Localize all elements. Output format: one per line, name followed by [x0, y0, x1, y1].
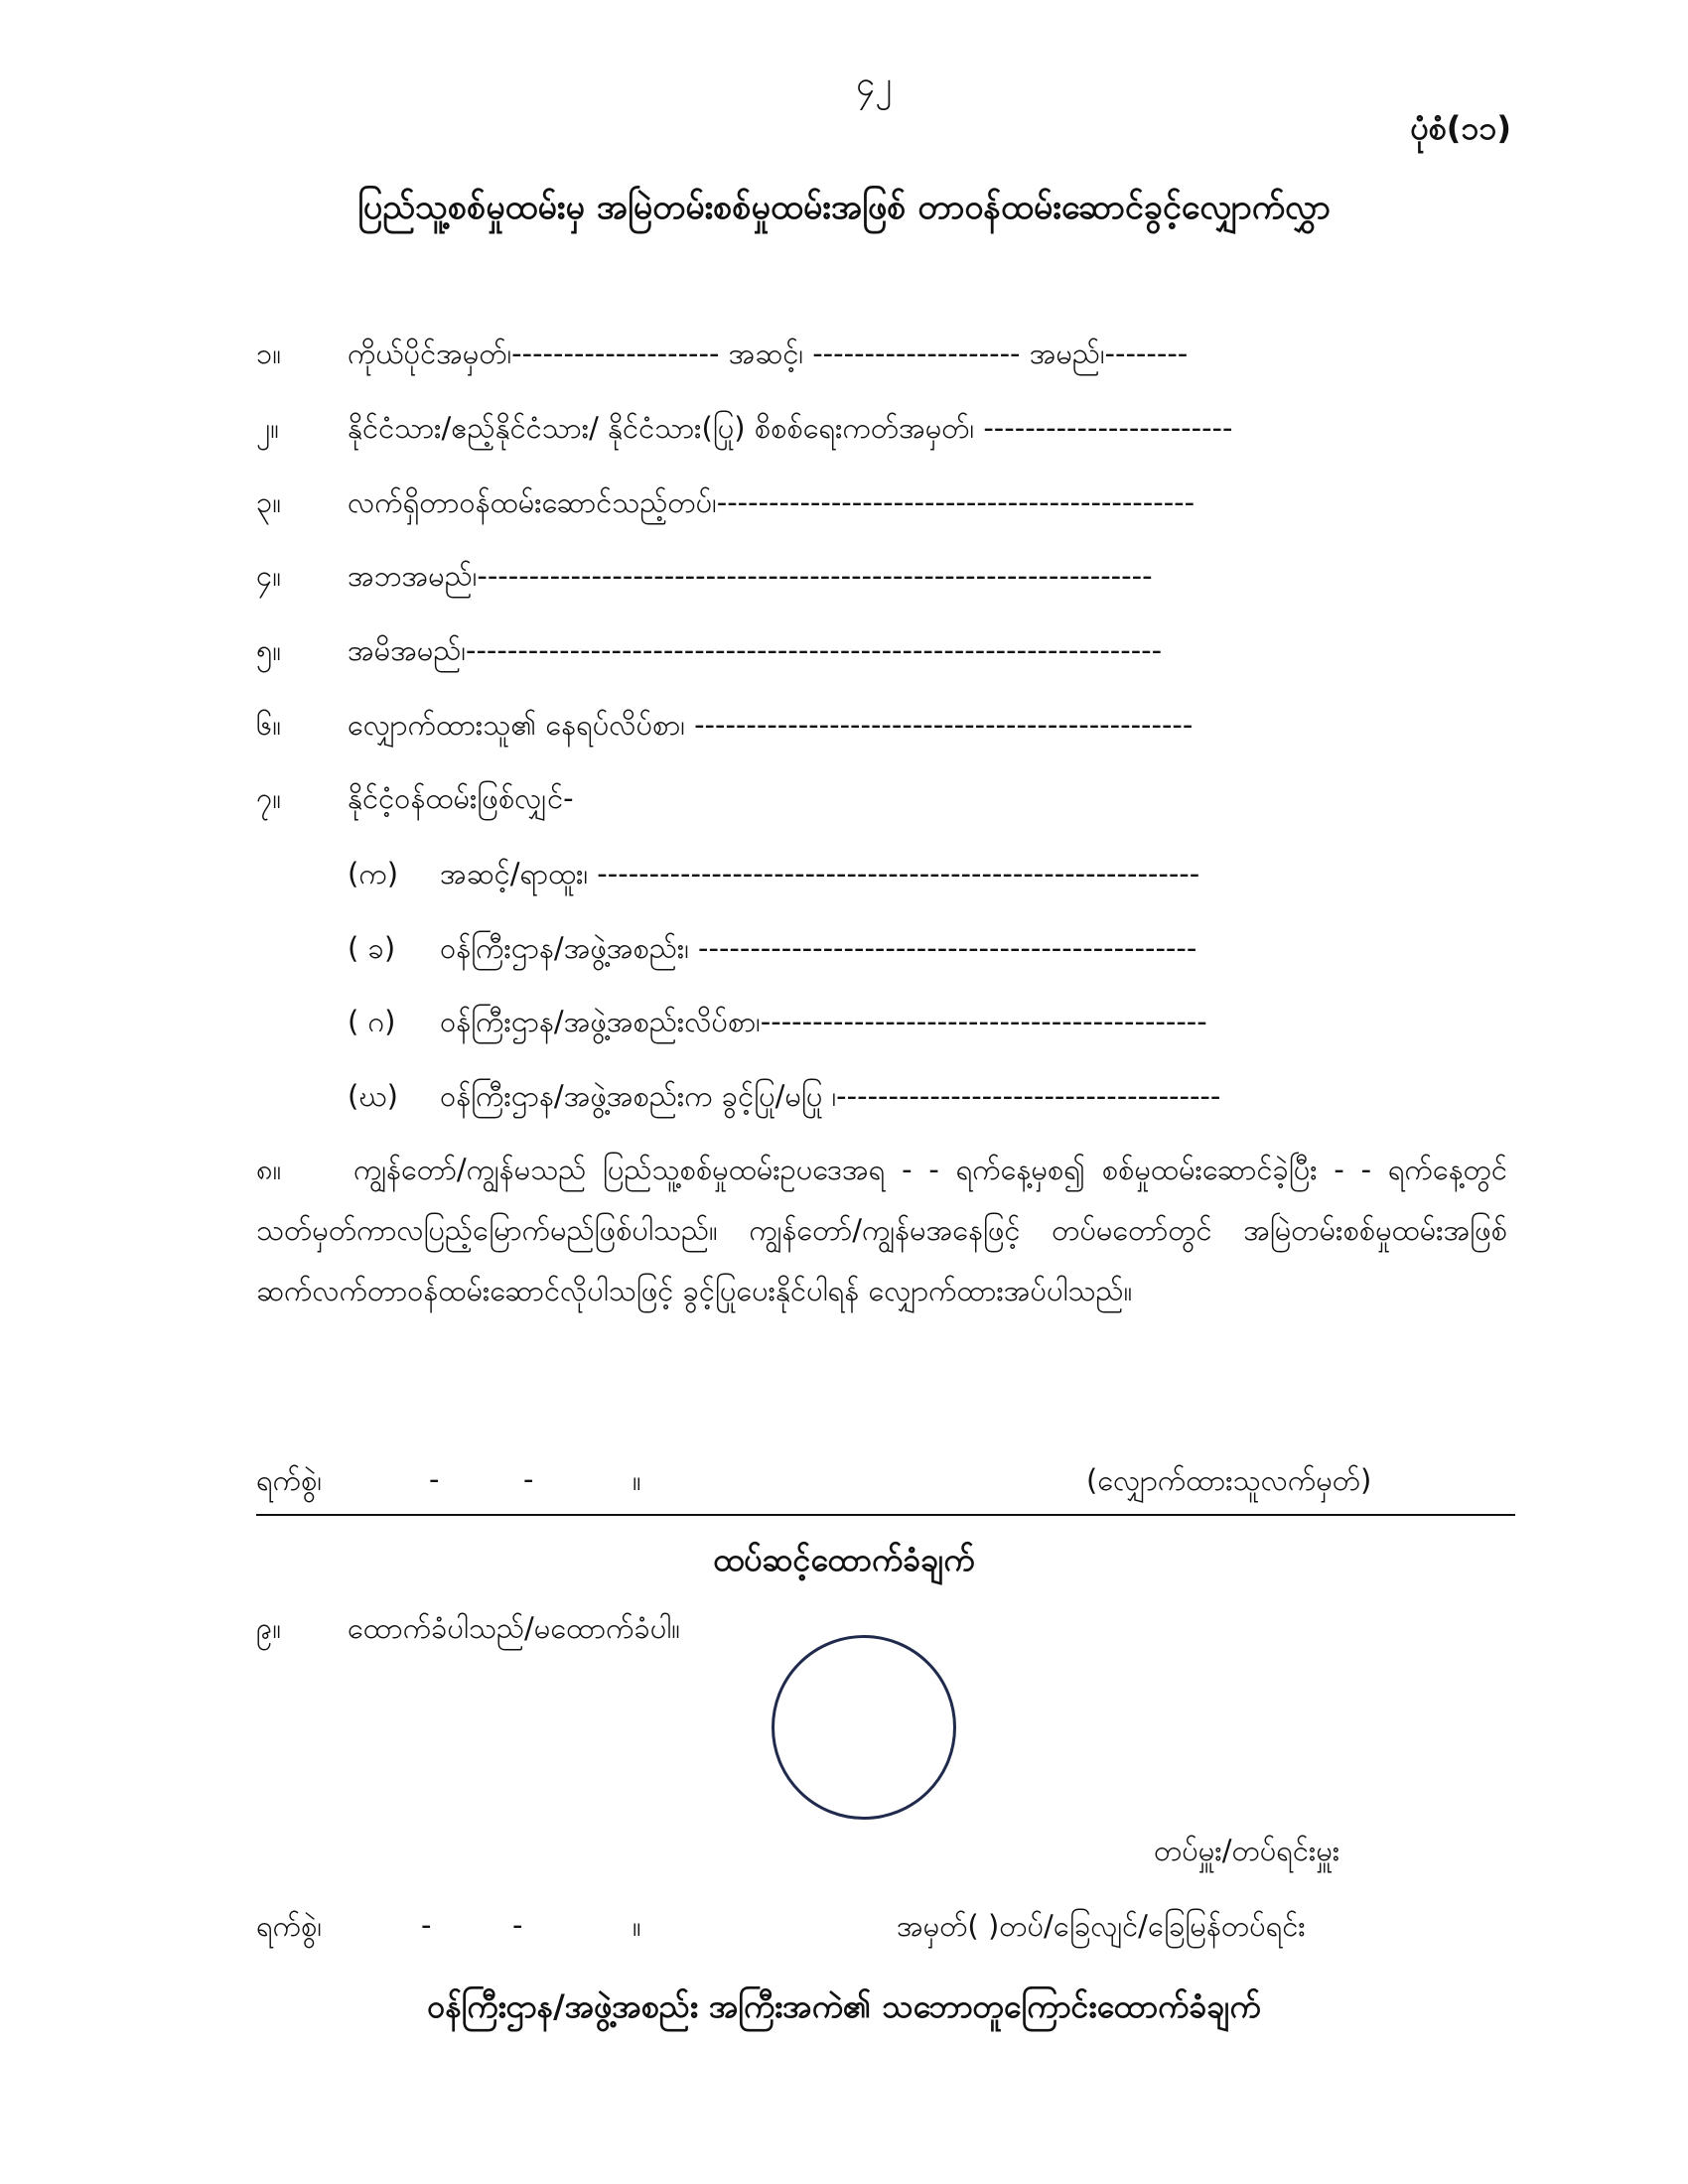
subitem-rank: အဆင့်/ရာထူး၊ ---------------------------------------------------------- [440, 857, 1200, 890]
item-civil-servant: နိုင်ငံ့ဝန်ထမ်းဖြစ်လျှင်- [348, 781, 574, 815]
item-number: ၅။ [256, 633, 282, 667]
date-dash: - [421, 1908, 432, 1942]
declaration-text: ကျွန်တော်/ကျွန်မသည် ပြည်သူ့စစ်မှုထမ်းဥပဒေအရ - - ရက်နေ့မှစ၍ စစ်မှုထမ်းဆောင်ခဲ့ပြီး - - ရက်နေ့တွင် သတ်မှတ်ကာလပြည့်မြောက်မည်ဖြစ်ပါသည်။ ကျွန်တော်/ကျွန်မအနေဖြင့် တပ်မတော်တွင် အမြဲတမ်းစစ်မှုထမ်းအဖြစ် ဆက်လက်တာဝန်ထမ်းဆောင်လိုပါသဖြင့် ခွင့်ပြုပေးနိုင်ပါရန် လျှောက်ထားအပ်ပါသည်။ [256, 1153, 1507, 1307]
unit-label: အမှတ်( )တပ်/ခြေလျင်/ခြေမြန်တပ်ရင်း [897, 1909, 1306, 1943]
form-number: ပုံစံ(၁၁) [1410, 109, 1511, 147]
subitem-label: ( ခ) [348, 931, 396, 965]
item-address: လျှောက်ထားသူ၏ နေရပ်လိပ်စာ၊ ------------------------------------------------ [348, 708, 1194, 742]
date-dash: - [512, 1908, 523, 1942]
item-current-unit: လက်ရှိတာဝန်ထမ်းဆောင်သည့်တပ်၊---------------------------------------------- [348, 485, 1196, 519]
subitem-ministry: ဝန်ကြီးဌာန/အဖွဲ့အစည်း၊ ------------------------------------------------ [440, 931, 1197, 965]
item-personal-number: ကိုယ်ပိုင်အမှတ်၊-------------------- အဆင့်၊ -------------------- အမည်၊-------- [348, 337, 1189, 370]
subitem-ministry-approval: ဝန်ကြီးဌာန/အဖွဲ့အစည်းက ခွင့်ပြု/မပြု ၊------------------------------------- [440, 1079, 1221, 1113]
recommendation-title: ထပ်ဆင့်ထောက်ခံချက် [713, 1541, 975, 1578]
paragraph-number: ၈။ [256, 1153, 282, 1186]
applicant-signature-label: (လျှောက်ထားသူလက်မှတ်) [1086, 1463, 1372, 1497]
commander-label: တပ်မှူး/တပ်ရင်းမှူး [1154, 1834, 1340, 1867]
date-dash: - [523, 1462, 534, 1496]
subitem-label: (ဃ) [348, 1079, 398, 1113]
ministry-recommendation-title: ဝန်ကြီးဌာန/အဖွဲ့အစည်း အကြီးအကဲ၏ သဘောတူကြောင်းထောက်ခံချက် [427, 1987, 1261, 2025]
form-title: ပြည်သူ့စစ်မှုထမ်းမှ အမြဲတမ်းစစ်မှုထမ်းအဖြစ် တာဝန်ထမ်းဆောင်ခွင့်လျှောက်လွှာ [357, 188, 1331, 227]
date-label: ရက်စွဲ၊ [256, 1463, 322, 1497]
date-dash: - [429, 1462, 440, 1496]
item-nrc-number: နိုင်ငံသား/ဧည့်နိုင်ငံသား/ နိုင်ငံသား(ပြု) စိစစ်ရေးကတ်အမှတ်၊ ------------------------ [348, 411, 1233, 445]
item-mother-name: အမိအမည်၊------------------------------------------------------------------- [348, 633, 1163, 667]
item-number: ၁။ [256, 337, 282, 370]
date-end-mark: ။ [633, 1463, 641, 1497]
date-label: ရက်စွဲ၊ [256, 1909, 322, 1943]
subitem-label: (က) [348, 857, 399, 890]
page-number: ၄၂ [856, 65, 892, 104]
item-number: ၂။ [256, 411, 280, 445]
section-divider [256, 1514, 1515, 1516]
subitem-label: ( ဂ) [348, 1005, 396, 1038]
subitem-ministry-address: ဝန်ကြီးဌာန/အဖွဲ့အစည်းလိပ်စာ၊------------------------------------------- [440, 1005, 1207, 1038]
item-number: ၃။ [256, 485, 282, 519]
official-seal [772, 1635, 956, 1820]
item-number: ၇။ [256, 781, 282, 815]
item-number: ၄။ [256, 559, 282, 593]
recommendation-choice: ထောက်ခံပါသည်/မထောက်ခံပါ။ [348, 1611, 681, 1645]
date-end-mark: ။ [633, 1909, 641, 1943]
item-father-name: အဘအမည်၊----------------------------------------------------------------- [348, 559, 1153, 593]
item-number: ၆။ [256, 708, 282, 742]
item-number: ၉။ [256, 1611, 282, 1645]
declaration-paragraph [256, 1140, 1507, 1321]
